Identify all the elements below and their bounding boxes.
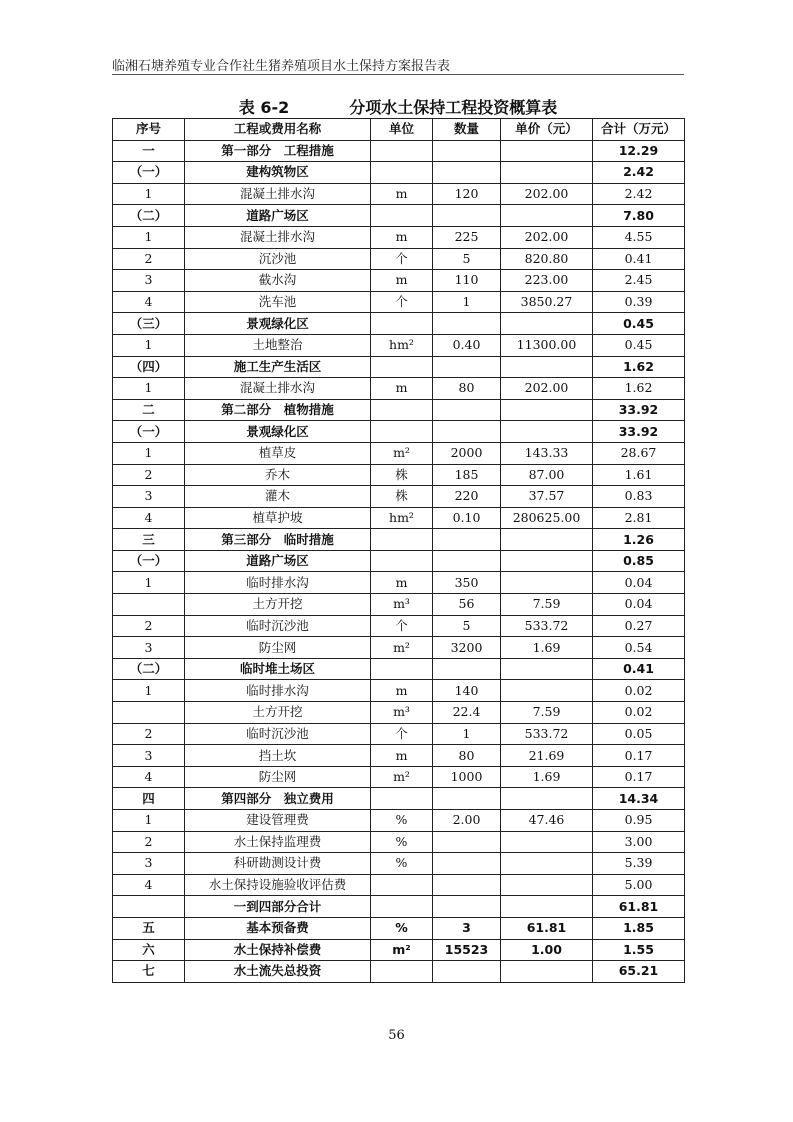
cell-unit: % [371,810,433,832]
cell-total: 61.81 [593,896,685,918]
table-row [113,313,685,335]
cell-name: 水土保持补偿费 [185,939,371,961]
cell-unit: hm² [371,507,433,529]
table-row [113,378,685,400]
cell-total: 0.45 [593,313,685,335]
cell-name: 水土保持设施验收评估费 [185,874,371,896]
cell-name: 防尘网 [185,766,371,788]
table-row [113,874,685,896]
cell-total: 12.29 [593,140,685,162]
cell-name: 乔木 [185,464,371,486]
cell-price [501,896,593,918]
cell-seq: （一） [113,162,185,184]
cell-seq: 2 [113,831,185,853]
cell-price: 202.00 [501,226,593,248]
cell-price [501,205,593,227]
cell-name: 景观绿化区 [185,421,371,443]
cell-total: 2.42 [593,183,685,205]
cell-qty [433,399,501,421]
table-row [113,939,685,961]
cell-price: 533.72 [501,615,593,637]
cell-price: 533.72 [501,723,593,745]
cell-name: 挡土坎 [185,745,371,767]
cell-seq: （四） [113,356,185,378]
cell-name: 截水沟 [185,270,371,292]
cell-unit: 株 [371,486,433,508]
header-row [113,119,685,141]
cell-total: 2.42 [593,162,685,184]
cell-total: 0.39 [593,291,685,313]
cell-price [501,162,593,184]
cell-qty [433,853,501,875]
table-row [113,766,685,788]
cell-total: 0.04 [593,572,685,594]
cell-price: 1.69 [501,766,593,788]
cell-total: 0.95 [593,810,685,832]
cell-unit: 个 [371,615,433,637]
cell-name: 建构筑物区 [185,162,371,184]
cell-seq [113,594,185,616]
cell-name: 混凝土排水沟 [185,183,371,205]
cell-name: 灌木 [185,486,371,508]
table-row [113,442,685,464]
cell-price [501,874,593,896]
document-header: 临湘石塘养殖专业合作社生猪养殖项目水土保持方案报告表 [112,59,451,74]
cell-qty [433,313,501,335]
cell-seq: （三） [113,313,185,335]
cell-total: 7.80 [593,205,685,227]
cell-name: 第三部分 临时措施 [185,529,371,551]
cell-total: 0.17 [593,745,685,767]
cell-price [501,529,593,551]
cell-name: 临时排水沟 [185,572,371,594]
cell-unit [371,874,433,896]
table-row [113,615,685,637]
cell-name: 土方开挖 [185,702,371,724]
cell-qty: 220 [433,486,501,508]
table-row [113,745,685,767]
col-header-qty: 数量 [433,119,501,141]
cell-total: 1.61 [593,464,685,486]
cell-name: 道路广场区 [185,550,371,572]
cell-name: 临时堆土场区 [185,658,371,680]
cell-total: 0.45 [593,334,685,356]
cell-seq: 3 [113,745,185,767]
cell-seq: 二 [113,399,185,421]
cell-unit [371,658,433,680]
cell-qty: 1 [433,291,501,313]
cell-name: 土地整治 [185,334,371,356]
cell-qty: 56 [433,594,501,616]
table-row [113,961,685,983]
cell-qty [433,205,501,227]
cell-seq: 1 [113,810,185,832]
table-row [113,917,685,939]
cell-total: 0.83 [593,486,685,508]
header-rule [112,74,684,75]
cell-price [501,421,593,443]
cell-unit [371,529,433,551]
cell-total: 0.41 [593,248,685,270]
cell-qty [433,788,501,810]
cell-price: 21.69 [501,745,593,767]
cell-qty: 5 [433,615,501,637]
cell-qty: 0.40 [433,334,501,356]
cell-qty [433,896,501,918]
cell-name: 施工生产生活区 [185,356,371,378]
cell-name: 临时沉沙池 [185,723,371,745]
cell-total: 0.17 [593,766,685,788]
table-row [113,853,685,875]
cell-seq [113,896,185,918]
cell-qty [433,356,501,378]
cell-price [501,788,593,810]
cell-total: 5.39 [593,853,685,875]
cell-seq: 4 [113,766,185,788]
cell-price: 3850.27 [501,291,593,313]
cell-total: 0.54 [593,637,685,659]
cell-name: 科研勘测设计费 [185,853,371,875]
cell-unit [371,421,433,443]
cell-unit: m² [371,939,433,961]
cell-qty [433,961,501,983]
cell-seq: 4 [113,291,185,313]
cell-price [501,399,593,421]
cell-price: 7.59 [501,594,593,616]
cell-qty: 350 [433,572,501,594]
cell-qty: 2.00 [433,810,501,832]
cell-total: 1.26 [593,529,685,551]
cell-seq: 一 [113,140,185,162]
cell-price: 280625.00 [501,507,593,529]
table-row [113,291,685,313]
cell-seq: 4 [113,507,185,529]
cell-price: 7.59 [501,702,593,724]
cell-name: 水土保持监理费 [185,831,371,853]
cell-qty: 1 [433,723,501,745]
cell-total: 1.55 [593,939,685,961]
cell-total: 28.67 [593,442,685,464]
cell-qty: 5 [433,248,501,270]
cell-qty: 22.4 [433,702,501,724]
cell-unit [371,961,433,983]
cell-name: 第四部分 独立费用 [185,788,371,810]
cell-seq: 七 [113,961,185,983]
cell-unit: 个 [371,291,433,313]
table-row [113,896,685,918]
cell-price: 37.57 [501,486,593,508]
cell-seq: 六 [113,939,185,961]
cell-unit: m [371,270,433,292]
table-title [112,95,684,118]
cell-unit [371,896,433,918]
cell-unit: 株 [371,464,433,486]
cell-qty: 2000 [433,442,501,464]
cell-name: 防尘网 [185,637,371,659]
cell-seq: 1 [113,442,185,464]
cell-total: 3.00 [593,831,685,853]
cell-name: 水土流失总投资 [185,961,371,983]
col-header-name: 工程或费用名称 [185,119,371,141]
cell-price [501,658,593,680]
table-row [113,162,685,184]
cell-seq: 四 [113,788,185,810]
cell-unit: m [371,183,433,205]
cell-price [501,356,593,378]
cell-unit: 个 [371,723,433,745]
cell-price [501,572,593,594]
col-header-seq: 序号 [113,119,185,141]
cell-unit: m [371,378,433,400]
cell-price [501,680,593,702]
table-row [113,464,685,486]
cell-name: 混凝土排水沟 [185,378,371,400]
table-row [113,270,685,292]
cell-name: 混凝土排水沟 [185,226,371,248]
cell-seq: 3 [113,637,185,659]
cell-total: 5.00 [593,874,685,896]
cell-seq: （二） [113,658,185,680]
table-row [113,529,685,551]
cell-total: 33.92 [593,421,685,443]
cell-name: 植草护坡 [185,507,371,529]
cell-qty: 80 [433,745,501,767]
cell-price: 223.00 [501,270,593,292]
cell-seq: 五 [113,917,185,939]
cell-price: 87.00 [501,464,593,486]
cell-name: 一到四部分合计 [185,896,371,918]
page-number: 56 [388,1028,405,1043]
cell-seq: 1 [113,334,185,356]
table-row [113,788,685,810]
cell-seq: 1 [113,572,185,594]
table-row [113,399,685,421]
cell-qty: 120 [433,183,501,205]
table-row [113,680,685,702]
cell-name: 洗车池 [185,291,371,313]
cell-name: 建设管理费 [185,810,371,832]
col-header-total: 合计（万元） [593,119,685,141]
table-row [113,702,685,724]
cell-name: 第二部分 植物措施 [185,399,371,421]
cell-qty [433,529,501,551]
cell-seq: 2 [113,464,185,486]
cell-name: 第一部分 工程措施 [185,140,371,162]
col-header-price: 单价（元） [501,119,593,141]
cell-seq: 1 [113,183,185,205]
cell-price: 143.33 [501,442,593,464]
table-row [113,507,685,529]
cell-qty: 15523 [433,939,501,961]
cell-unit: m² [371,442,433,464]
cell-seq: 3 [113,270,185,292]
cell-unit [371,399,433,421]
investment-table [112,118,685,983]
cell-unit: m² [371,637,433,659]
cell-unit: % [371,853,433,875]
cell-price: 61.81 [501,917,593,939]
cell-qty [433,421,501,443]
cell-unit: % [371,917,433,939]
cell-unit [371,205,433,227]
table-row [113,572,685,594]
table-row [113,421,685,443]
cell-qty: 110 [433,270,501,292]
cell-seq: 3 [113,853,185,875]
table-row [113,140,685,162]
cell-qty [433,658,501,680]
cell-qty: 140 [433,680,501,702]
cell-unit: m [371,680,433,702]
table-row [113,550,685,572]
cell-unit [371,313,433,335]
cell-total: 0.05 [593,723,685,745]
cell-price [501,961,593,983]
cell-unit: m [371,572,433,594]
cell-seq: 三 [113,529,185,551]
table-row [113,226,685,248]
cell-seq: （一） [113,421,185,443]
cell-unit [371,140,433,162]
cell-seq: （一） [113,550,185,572]
cell-qty: 80 [433,378,501,400]
table-row [113,831,685,853]
cell-name: 景观绿化区 [185,313,371,335]
cell-price [501,831,593,853]
cell-total: 0.41 [593,658,685,680]
cell-name: 植草皮 [185,442,371,464]
col-header-unit: 单位 [371,119,433,141]
cell-qty: 0.10 [433,507,501,529]
cell-qty: 1000 [433,766,501,788]
cell-name: 道路广场区 [185,205,371,227]
cell-price: 202.00 [501,378,593,400]
cell-unit [371,162,433,184]
table-row [113,658,685,680]
cell-unit [371,356,433,378]
cell-price: 202.00 [501,183,593,205]
cell-unit: m² [371,766,433,788]
cell-unit [371,550,433,572]
cell-seq: 2 [113,248,185,270]
cell-unit: m [371,226,433,248]
cell-qty [433,831,501,853]
cell-qty [433,162,501,184]
cell-total: 14.34 [593,788,685,810]
cell-price: 1.00 [501,939,593,961]
cell-price: 1.69 [501,637,593,659]
cell-total: 2.45 [593,270,685,292]
cell-qty [433,140,501,162]
cell-total: 65.21 [593,961,685,983]
cell-price: 47.46 [501,810,593,832]
cell-unit: hm² [371,334,433,356]
cell-total: 0.02 [593,702,685,724]
table-row [113,248,685,270]
table-body [113,140,685,982]
cell-name: 临时沉沙池 [185,615,371,637]
cell-total: 4.55 [593,226,685,248]
table-row [113,183,685,205]
cell-qty: 3 [433,917,501,939]
cell-unit: m³ [371,594,433,616]
cell-total: 1.62 [593,356,685,378]
cell-total: 33.92 [593,399,685,421]
cell-price [501,853,593,875]
table-row [113,205,685,227]
cell-seq: 2 [113,615,185,637]
table-row [113,486,685,508]
cell-name: 沉沙池 [185,248,371,270]
cell-qty [433,874,501,896]
cell-seq: 1 [113,680,185,702]
cell-price: 11300.00 [501,334,593,356]
cell-unit: m [371,745,433,767]
cell-name: 基本预备费 [185,917,371,939]
table-name: 分项水土保持工程投资概算表 [349,98,558,117]
cell-price: 820.80 [501,248,593,270]
table-row [113,594,685,616]
cell-name: 临时排水沟 [185,680,371,702]
cell-seq [113,702,185,724]
table-row [113,356,685,378]
table-row [113,723,685,745]
cell-seq: 3 [113,486,185,508]
cell-qty: 225 [433,226,501,248]
cell-total: 0.02 [593,680,685,702]
cell-total: 0.85 [593,550,685,572]
cell-seq: 4 [113,874,185,896]
cell-unit: 个 [371,248,433,270]
cell-price [501,550,593,572]
cell-qty: 3200 [433,637,501,659]
cell-unit: m³ [371,702,433,724]
cell-total: 0.27 [593,615,685,637]
cell-seq: （二） [113,205,185,227]
cell-qty: 185 [433,464,501,486]
cell-price [501,313,593,335]
cell-total: 2.81 [593,507,685,529]
cell-unit [371,788,433,810]
cell-total: 0.04 [593,594,685,616]
table-row [113,334,685,356]
cell-price [501,140,593,162]
cell-total: 1.85 [593,917,685,939]
table-row [113,810,685,832]
cell-name: 土方开挖 [185,594,371,616]
table-number: 表 6-2 [238,98,290,117]
cell-unit: % [371,831,433,853]
cell-total: 1.62 [593,378,685,400]
cell-seq: 1 [113,378,185,400]
cell-qty [433,550,501,572]
cell-seq: 2 [113,723,185,745]
table-row [113,637,685,659]
cell-seq: 1 [113,226,185,248]
